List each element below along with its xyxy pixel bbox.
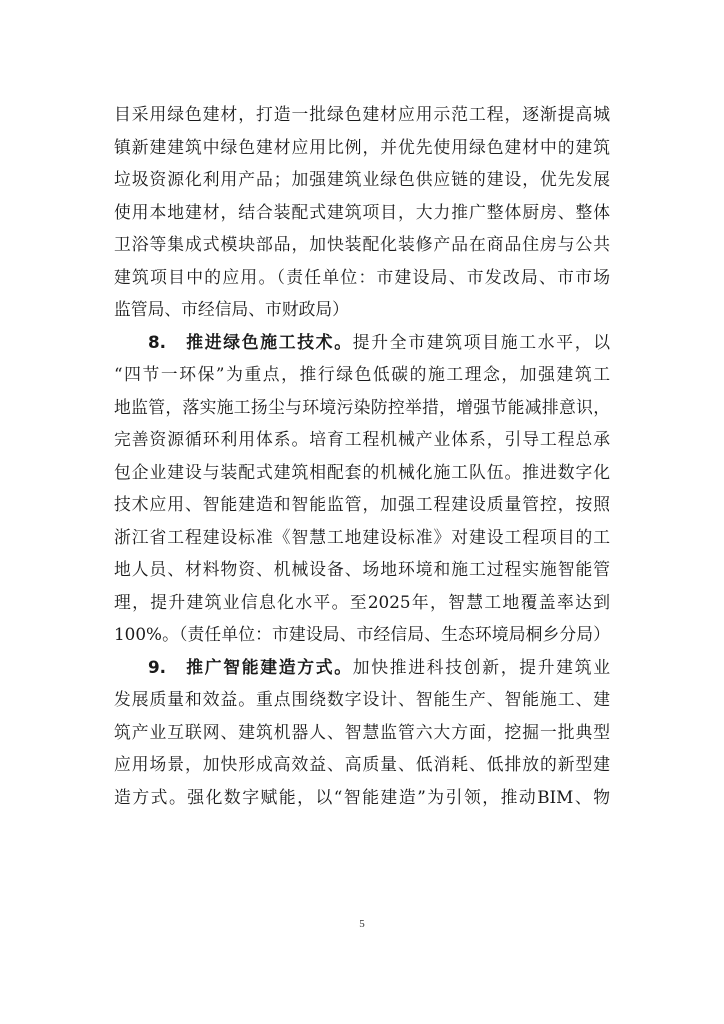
text-line: 发展质量和效益。重点围绕数字设计、智能生产、智能施工、建	[114, 689, 610, 709]
text-line: 垃圾资源化利用产品；加强建筑业绿色供应链的建设，优先发展	[114, 169, 610, 189]
text-line: 建筑项目中的应用。（责任单位：市建设局、市发改局、市市场	[114, 266, 610, 287]
section-9-first-line: 9. 推广智能建造方式。加快推进科技创新，提升建筑业	[148, 656, 610, 677]
text-line: 监管局、市经信局、市财政局）	[114, 299, 349, 319]
text-line: 目采用绿色建材，打造一批绿色建材应用示范工程，逐渐提高城	[114, 104, 610, 124]
text-line: “四节一环保”为重点，推行绿色低碳的施工理念，加强建筑工	[114, 364, 610, 384]
text-line: 卫浴等集成式模块部品，加快装配化装修产品在商品住房与公共	[114, 234, 610, 254]
text-line: 地人员、材料物资、机械设备、场地环境和施工过程实施智能管	[114, 559, 610, 579]
text-line: 地监管，落实施工扬尘与环境污染防控举措，增强节能减排意识，	[114, 396, 610, 417]
text-line: 筑产业互联网、建筑机器人、智慧监管六大方面，挖掘一批典型	[114, 721, 610, 742]
body-text	[114, 98, 610, 813]
text-line: 完善资源循环利用体系。培育工程机械产业体系，引导工程总承	[114, 429, 610, 449]
text-line: 浙江省工程建设标准《智慧工地建设标准》对建设工程项目的工	[114, 526, 610, 547]
page-number: 5	[359, 918, 365, 930]
section-9-heading: 9. 推广智能建造方式。	[148, 656, 353, 677]
section-8-heading: 8. 推进绿色施工技术。	[148, 331, 353, 352]
text-line: 技术应用、智能建造和智能监管，加强工程建设质量管控，按照	[114, 494, 610, 514]
text-line: 100%。（责任单位：市建设局、市经信局、生态环境局桐乡分局）	[114, 624, 610, 644]
text-line: 包企业建设与装配式建筑相配套的机械化施工队伍。推进数字化	[114, 461, 610, 482]
section-8-first-line: 8. 推进绿色施工技术。提升全市建筑项目施工水平，以	[148, 331, 610, 352]
text-line: 镇新建建筑中绿色建材应用比例，并优先使用绿色建材中的建筑	[114, 136, 610, 157]
text-line: 应用场景，加快形成高效益、高质量、低消耗、低排放的新型建	[114, 754, 610, 774]
text-line: 造方式。强化数字赋能，以“智能建造”为引领，推动BIM、物	[114, 786, 610, 807]
text-line: 理，提升建筑业信息化水平。至2025年，智慧工地覆盖率达到	[114, 591, 610, 612]
text-line: 使用本地建材，结合装配式建筑项目，大力推广整体厨房、整体	[114, 201, 610, 222]
